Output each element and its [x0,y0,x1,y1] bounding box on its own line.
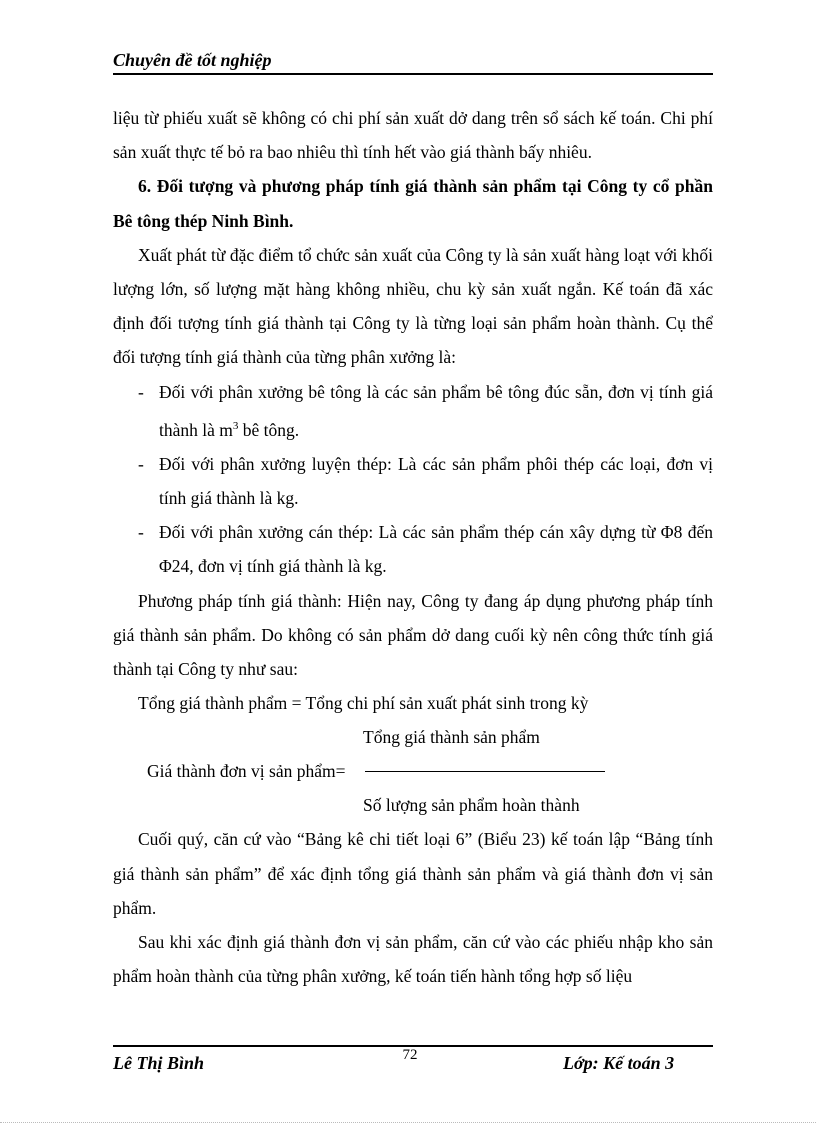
bullet-text: Đối với phân xưởng bê tông là các sản phẩm bê tông đúc sẵn, đơn vị tính giá thành là m [159,381,713,440]
footer-class: Lớp: Kế toán 3 [563,1053,675,1073]
fraction-denominator: Số lượng sản phẩm hoàn thành [363,795,580,816]
page-number: 72 [402,1047,418,1063]
bullet-dash: - [138,522,144,543]
fraction-bar [365,771,605,772]
bullet-item [113,375,713,447]
fraction-lhs: Giá thành đơn vị sản phẩm= [147,761,346,782]
formula-total: Tổng giá thành phẩm = Tổng chi phí sản xuất phát sinh trong kỳ [138,693,589,714]
superscript: 3 [232,419,239,432]
bullet-text: Đối với phân xưởng cán thép: Là các sản phẩm thép cán xây dựng từ Φ8 đến Φ24, đơn vị tính giá thành là kg. [159,522,713,577]
section-heading: 6. Đối tượng và phương pháp tính giá thành sản phẩm tại Công ty cổ phần Bê tông thép Ninh Bình. [113,176,713,231]
paragraph-method: Phương pháp tính giá thành: Hiện nay, Công ty đang áp dụng phương pháp tính giá thành sản phẩm. Do không có sản phẩm dở dang cuối kỳ nên công thức tính giá thành tại Công ty như sau: [113,590,713,680]
fraction-numerator: Tổng giá thành sản phẩm [363,727,540,748]
paragraph-after: Sau khi xác định giá thành đơn vị sản phẩm, căn cứ vào các phiếu nhập kho sản phẩm hoàn thành của từng phân xưởng, kế toán tiến hành tổng hợp số liệu [113,932,713,987]
bullet-text: Đối với phân xưởng luyện thép: Là các sản phẩm phôi thép các loại, đơn vị tính giá thành là kg. [159,453,713,509]
page-header-title: Chuyên đề tốt nghiệp [113,50,713,75]
bullet-item [113,515,713,583]
document-body [113,101,713,994]
bullet-item [113,447,713,515]
bullet-text-end: bê tông. [238,419,300,440]
paragraph-intro: Xuất phát từ đặc điểm tổ chức sản xuất của Công ty là sản xuất hàng loạt với khối lượng lớn, số lượng mặt hàng không nhiều, chu kỳ sản xuất ngắn. Kế toán đã xác định đối tượng tính giá thành tại Công ty là từng loại sản phẩm hoàn thành. Cụ thể đối tượng tính giá thành của từng phân xưởng là: [113,244,713,368]
bullet-dash: - [138,381,144,402]
bullet-dash: - [138,453,144,474]
footer-author: Lê Thị Bình [113,1053,205,1073]
paragraph-quarter: Cuối quý, căn cứ vào “Bảng kê chi tiết loại 6” (Biểu 23) kế toán lập “Bảng tính giá thành sản phẩm” để xác định tổng giá thành sản phẩm và giá thành đơn vị sản phẩm. [113,829,713,918]
fraction-formula [113,720,713,822]
paragraph-continuation: liệu từ phiếu xuất sẽ không có chi phí sản xuất dở dang trên sổ sách kế toán. Chi phí sản xuất thực tế bỏ ra bao nhiêu thì tính hết vào giá thành bấy nhiêu. [113,108,713,163]
